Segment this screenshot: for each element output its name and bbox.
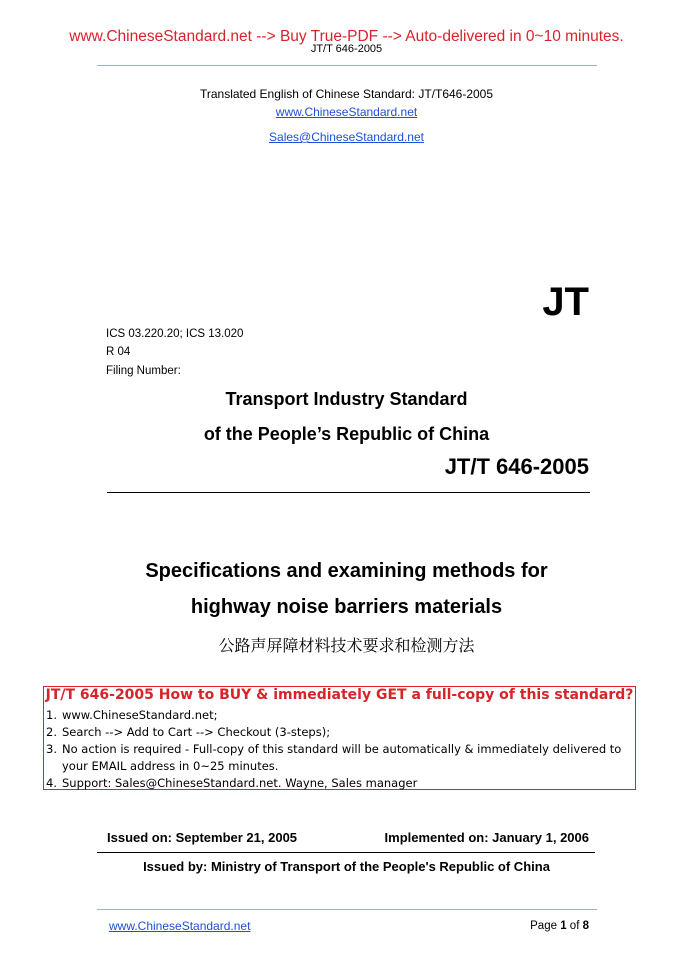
website-link[interactable]: www.ChineseStandard.net: [275, 105, 418, 119]
buy-step: [46, 775, 631, 792]
buy-step-number: 4.: [46, 776, 57, 790]
spec-title-line-1: Specifications and examining methods for: [145, 560, 548, 582]
page-prefix: Page: [530, 920, 561, 932]
buy-step: [46, 707, 631, 724]
buy-steps-list: [46, 707, 631, 792]
buy-step-text: Support: Sales@ChineseStandard.net. Wayne, Sales manager: [62, 776, 418, 790]
top-banner: www.ChineseStandard.net --> Buy True-PDF --> Auto-delivered in 0~10 minutes.: [69, 28, 624, 45]
jt-mark: JT: [542, 280, 589, 324]
standard-code: JT/T 646-2005: [444, 454, 589, 479]
buy-info-box: [43, 686, 636, 790]
buy-step-text: www.ChineseStandard.net;: [62, 708, 218, 722]
sales-email-wrap: [0, 130, 693, 144]
page-mid: of: [566, 920, 583, 932]
buy-step: [46, 741, 631, 775]
footer-website-link[interactable]: www.ChineseStandard.net: [109, 919, 251, 933]
page-number: [530, 920, 589, 932]
r-number: R 04: [106, 346, 131, 358]
issued-by: Issued by: Ministry of Transport of the People's Republic of China: [143, 859, 550, 874]
issued-on-date: Issued on: September 21, 2005: [107, 830, 298, 845]
ics-code: ICS 03.220.20; ICS 13.020: [106, 328, 244, 340]
buy-step-number: 2.: [46, 725, 57, 739]
footer-divider: [97, 909, 597, 910]
header-divider: [97, 65, 597, 66]
website-link-wrap: [0, 105, 693, 119]
buy-step-number: 1.: [46, 708, 57, 722]
filing-number: Filing Number:: [106, 365, 181, 377]
implemented-on-date: Implemented on: January 1, 2006: [384, 830, 589, 845]
buy-step-text: Search --> Add to Cart --> Checkout (3-steps);: [62, 725, 331, 739]
header-doc-code: JT/T 646-2005: [310, 43, 383, 55]
buy-box-title: JT/T 646-2005 How to BUY & immediately GET a full-copy of this standard?: [45, 687, 634, 703]
standard-title-line-1: Transport Industry Standard: [225, 389, 468, 409]
translated-note: Translated English of Chinese Standard: JT/T646-2005: [199, 87, 494, 101]
title-divider: [107, 492, 590, 493]
footer-website-wrap: [109, 919, 250, 933]
buy-step: [46, 724, 631, 741]
standard-title-line-2: of the People’s Republic of China: [203, 424, 490, 444]
buy-step-text: No action is required - Full-copy of this standard will be automatically & immediately delivered to your EMAIL address in 0~25 minutes.: [62, 742, 622, 773]
buy-step-number: 3.: [46, 742, 57, 756]
page-total: 8: [582, 920, 589, 932]
page-current: 1: [560, 920, 567, 932]
sales-email-link[interactable]: Sales@ChineseStandard.net: [269, 130, 424, 144]
issue-divider: [97, 852, 595, 853]
chinese-title: 公路声屏障材料技术要求和检测方法: [218, 636, 475, 655]
spec-title-line-2: highway noise barriers materials: [190, 596, 503, 618]
